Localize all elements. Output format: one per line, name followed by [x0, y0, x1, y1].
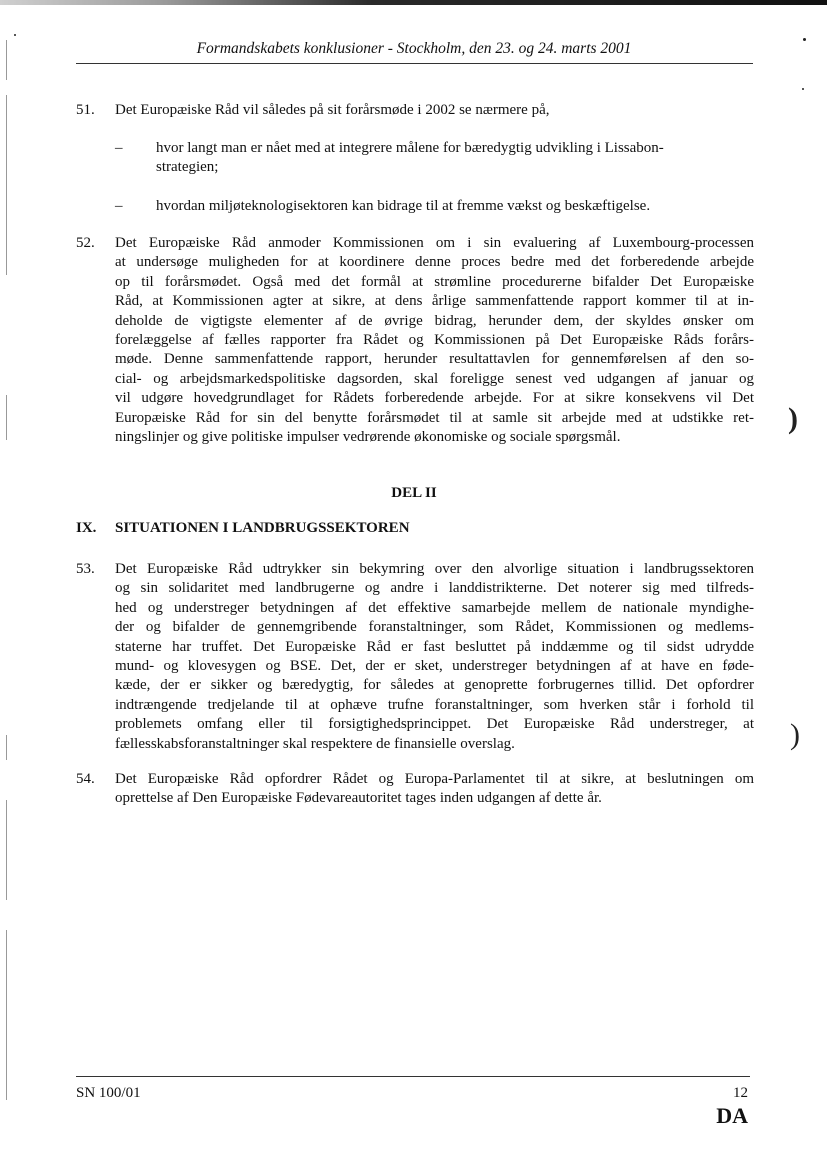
text-line: fællesskabsforanstaltninger skal respektere de finansielle overslag.	[115, 735, 515, 752]
text-line: Det Europæiske Råd udtrykker sin bekymring over den alvorlige situation i landbrugssektoren	[115, 561, 754, 577]
text-line: oprettelse af Den Europæiske Fødevareautoritet tages inden udgangen af dette år.	[115, 790, 602, 807]
text-line: at undersøge muligheden for at koordinere denne proces bedre med det forberedende arbejde	[115, 254, 754, 271]
text-line: mund- og klovesygen og BSE. Det, der er sket, understreger betydningen af at have en føde-	[115, 658, 754, 675]
text-line: staterne har truffet. Det Europæiske Råd er fast besluttet på inddæmme og til sidst udrydde	[115, 638, 754, 655]
dash-marker: –	[115, 198, 123, 214]
section-title: SITUATIONEN I LANDBRUGSSEKTOREN	[115, 520, 410, 536]
text-line: Råd, at Kommissionen agter at sikre, at dens årlige sammenfattende rapport kommer til at in-	[115, 293, 754, 310]
text-line: indtrængende tredjelande til at ophæve trufne foranstaltninger, som hverken står i forhold til	[115, 696, 754, 713]
header-rule	[76, 63, 753, 64]
scan-speck	[803, 38, 806, 41]
bullet-item	[115, 197, 735, 216]
paragraph-52	[76, 234, 754, 447]
paragraph-54	[76, 770, 754, 809]
dash-marker: –	[115, 140, 123, 156]
paragraph-number: 51.	[76, 102, 95, 118]
paragraph-number: 52.	[76, 235, 95, 251]
part-heading: DEL II	[391, 485, 437, 501]
scan-speck	[802, 88, 804, 90]
text-line: Det Europæiske Råd anmoder Kommissionen om i sin evaluering af Luxembourg-processen	[115, 235, 754, 251]
bullet-line: hvor langt man er nået med at integrere målene for bæredygtig udvikling i Lissabon-	[156, 140, 664, 156]
text-line: møde. Denne sammenfattende rapport, herunder resultattavlen for gennemførelsen af den so-	[115, 351, 754, 368]
text-line: problemets omfang eller til forsigtighedsprincippet. Det Europæiske Råd understreger, at	[115, 716, 754, 733]
text-line: og sin solidaritet med landbrugerne og andre i landdistrikterne. Det noterer sig med tilfreds-	[115, 580, 754, 597]
scan-margin-line	[6, 40, 7, 80]
paragraph-number: 54.	[76, 771, 95, 787]
running-header: Formandskabets konklusioner - Stockholm, den 23. og 24. marts 2001	[196, 40, 632, 57]
text-line: der og bifalder de gennemgribende foranstaltninger, som Rådet, Kommissionen og medlems-	[115, 619, 754, 636]
scan-margin-line	[6, 95, 7, 275]
text-line: Europæiske Råd for sin del benytte forårsmødet til at samle sit arbejde med at udstikke ret-	[115, 409, 754, 426]
text-line: kæde, der er sikker og bæredygtig, for således at genoprette forbrugernes tillid. Det opfordrer	[115, 677, 754, 694]
bullet-line: strategien;	[156, 159, 219, 176]
footer-rule	[76, 1076, 750, 1077]
scan-margin-line	[6, 930, 7, 1100]
scan-edge	[0, 0, 827, 5]
text-line: ningslinjer og give politiske impulser vedrørende økonomiske og sociale spørgsmål.	[115, 429, 621, 446]
language-code: DA	[716, 1103, 748, 1128]
section-number: IX.	[76, 520, 97, 536]
scan-margin-line	[6, 735, 7, 760]
paragraph-text: Det Europæiske Råd vil således på sit forårsmøde i 2002 se nærmere på,	[115, 102, 550, 118]
paragraph-53	[76, 560, 754, 754]
page-number: 12	[733, 1085, 748, 1101]
text-line: deholde de vigtigste elementer af de øvrige bidrag, herunder dem, der skyldes ønsker om	[115, 312, 754, 329]
text-line: forelæggelse af fælles rapporter fra Rådet og Kommissionen på Det Europæiske Råds forårs-	[115, 332, 754, 349]
bullet-item	[115, 139, 735, 178]
binding-hole-mark: )	[788, 402, 798, 435]
text-line: cial- og arbejdsmarkedspolitiske dagsorden, skal foreligge senest ved udgangen af januar og	[115, 370, 754, 387]
document-reference: SN 100/01	[76, 1085, 141, 1101]
text-line: Det Europæiske Råd opfordrer Rådet og Europa-Parlamentet til at sikre, at beslutningen om	[115, 771, 754, 787]
paragraph-number: 53.	[76, 561, 95, 577]
scan-margin-line	[6, 395, 7, 440]
paragraph-51	[76, 101, 754, 120]
binding-hole-mark: )	[790, 718, 800, 751]
bullet-line: hvordan miljøteknologisektoren kan bidrage til at fremme vækst og beskæftigelse.	[156, 198, 651, 214]
scan-margin-line	[6, 800, 7, 900]
text-line: vil udgøre hovedgrundlaget for Rådets forberedende arbejde. For at sikre konsekvens vil Det	[115, 390, 754, 407]
scan-speck	[14, 34, 16, 36]
text-line: op til forårsmødet. Også med det formål at strømline procedurerne bifalder Det Europæiske	[115, 273, 754, 290]
text-line: hed og understreger betydningen af det effektive samarbejde mellem de nationale myndighe-	[115, 599, 754, 616]
